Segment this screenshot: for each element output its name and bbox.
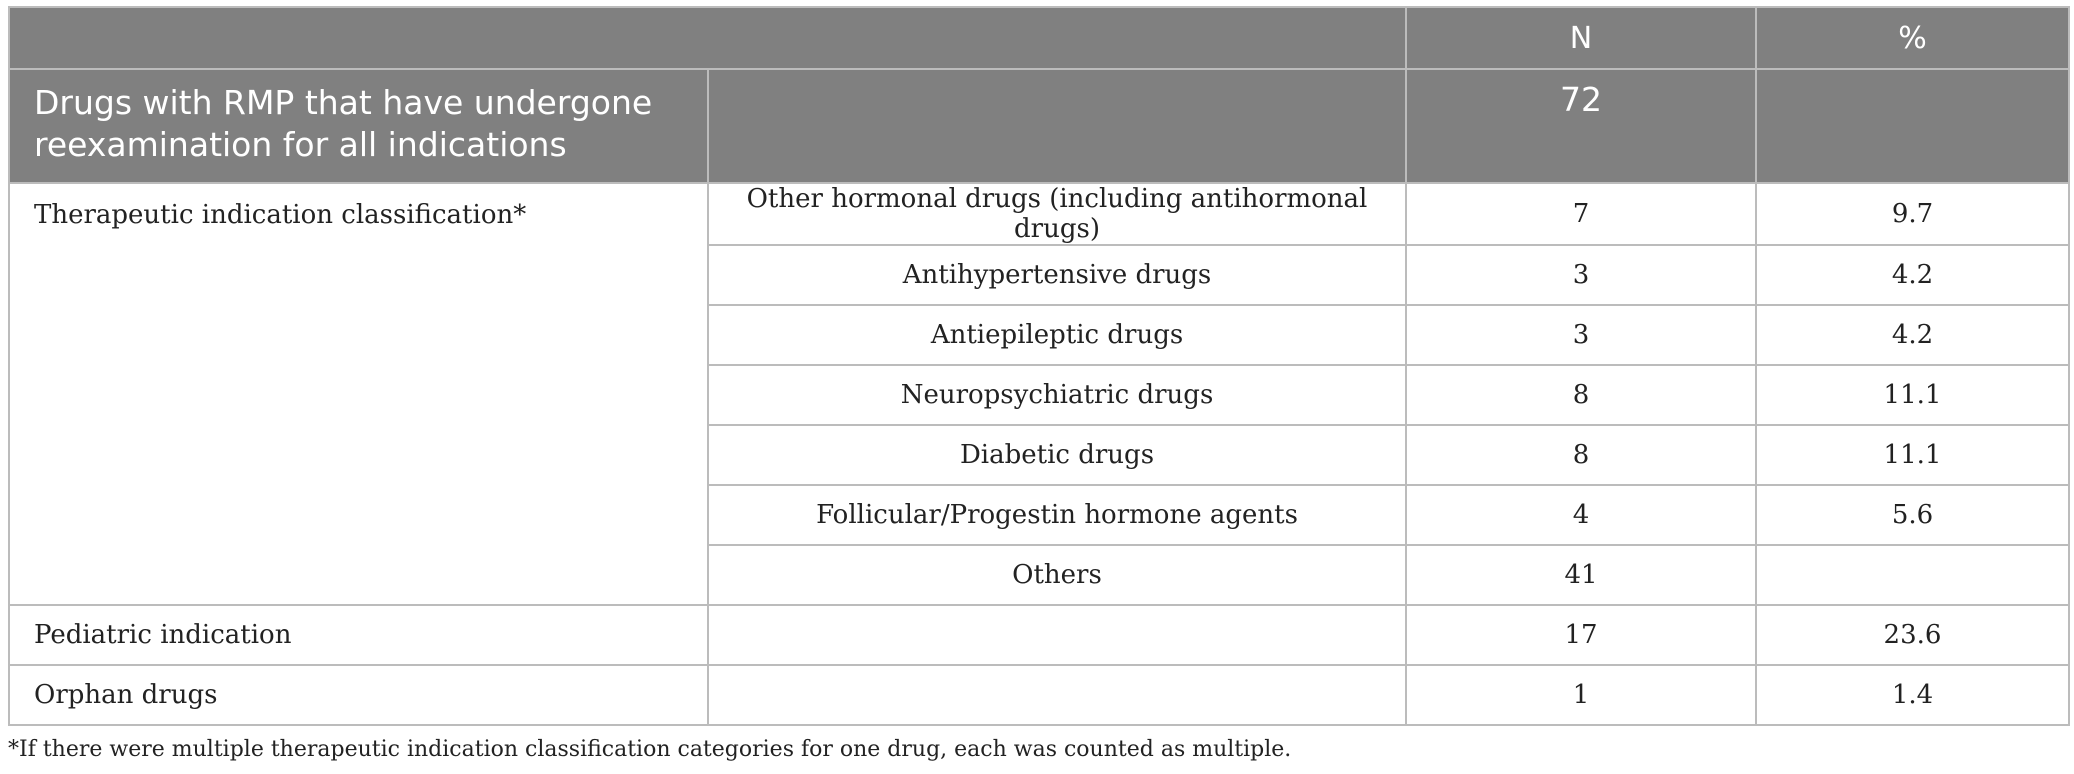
category-n: 3 (1406, 305, 1756, 365)
orphan-percent: 1.4 (1756, 665, 2069, 725)
orphan-row (9, 665, 2069, 725)
category-n: 4 (1406, 485, 1756, 545)
category-name: Diabetic drugs (708, 425, 1406, 485)
category-name: Antiepileptic drugs (708, 305, 1406, 365)
category-n: 3 (1406, 245, 1756, 305)
summary-blank (708, 69, 1406, 183)
summary-row (9, 69, 2069, 183)
category-percent (1756, 545, 2069, 605)
category-n: 41 (1406, 545, 1756, 605)
category-name: Other hormonal drugs (including antihormonal drugs) (708, 183, 1406, 245)
table-container (8, 6, 2068, 726)
header-percent: % (1756, 7, 2069, 69)
data-table (8, 6, 2070, 726)
summary-n: 72 (1406, 69, 1756, 183)
table-row (9, 183, 2069, 245)
pediatric-percent: 23.6 (1756, 605, 2069, 665)
therapeutic-label: Therapeutic indication classification* (9, 183, 708, 605)
category-name: Neuropsychiatric drugs (708, 365, 1406, 425)
category-percent: 4.2 (1756, 245, 2069, 305)
header-blank (9, 7, 1406, 69)
footnote: *If there were multiple therapeutic indication classification categories for one drug, each was counted as multiple. (8, 737, 1292, 762)
category-percent: 9.7 (1756, 183, 2069, 245)
category-n: 7 (1406, 183, 1756, 245)
category-n: 8 (1406, 425, 1756, 485)
pediatric-sub (708, 605, 1406, 665)
category-n: 8 (1406, 365, 1756, 425)
category-name: Others (708, 545, 1406, 605)
header-n: N (1406, 7, 1756, 69)
pediatric-row (9, 605, 2069, 665)
category-percent: 4.2 (1756, 305, 2069, 365)
header-row (9, 7, 2069, 69)
orphan-sub (708, 665, 1406, 725)
category-name: Follicular/Progestin hormone agents (708, 485, 1406, 545)
orphan-label: Orphan drugs (9, 665, 708, 725)
summary-label: Drugs with RMP that have undergone reexamination for all indications (9, 69, 708, 183)
category-percent: 5.6 (1756, 485, 2069, 545)
pediatric-n: 17 (1406, 605, 1756, 665)
orphan-n: 1 (1406, 665, 1756, 725)
category-name: Antihypertensive drugs (708, 245, 1406, 305)
category-percent: 11.1 (1756, 365, 2069, 425)
category-percent: 11.1 (1756, 425, 2069, 485)
summary-percent (1756, 69, 2069, 183)
pediatric-label: Pediatric indication (9, 605, 708, 665)
